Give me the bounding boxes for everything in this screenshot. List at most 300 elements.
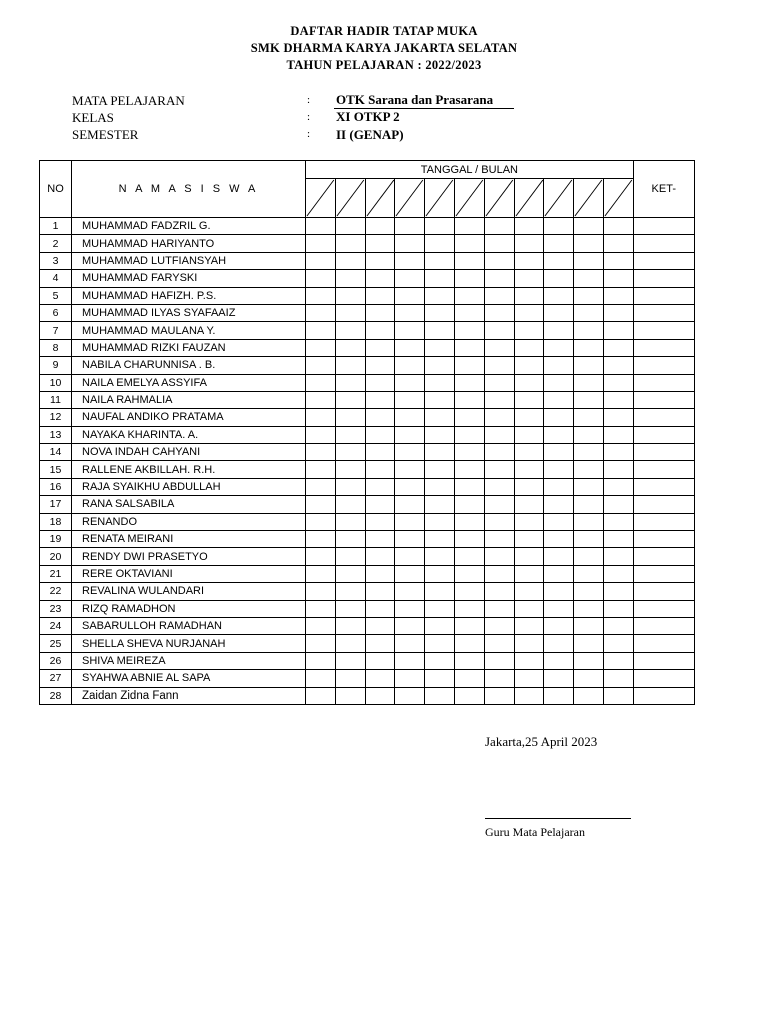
attendance-cell[interactable] <box>514 565 544 582</box>
attendance-cell[interactable] <box>514 583 544 600</box>
attendance-cell[interactable] <box>603 652 633 669</box>
attendance-cell[interactable] <box>365 513 395 530</box>
attendance-cell[interactable] <box>574 461 604 478</box>
attendance-cell[interactable] <box>365 583 395 600</box>
attendance-cell[interactable] <box>335 531 365 548</box>
attendance-cell[interactable] <box>425 461 455 478</box>
attendance-cell[interactable] <box>514 339 544 356</box>
attendance-cell[interactable] <box>544 287 574 304</box>
attendance-cell[interactable] <box>544 391 574 408</box>
attendance-cell[interactable] <box>574 478 604 495</box>
notes-cell[interactable] <box>633 687 694 704</box>
attendance-cell[interactable] <box>514 548 544 565</box>
attendance-cell[interactable] <box>395 461 425 478</box>
attendance-cell[interactable] <box>484 426 514 443</box>
attendance-cell[interactable] <box>514 357 544 374</box>
attendance-cell[interactable] <box>603 687 633 704</box>
attendance-cell[interactable] <box>395 478 425 495</box>
attendance-cell[interactable] <box>395 513 425 530</box>
attendance-cell[interactable] <box>306 583 336 600</box>
attendance-cell[interactable] <box>574 409 604 426</box>
attendance-cell[interactable] <box>365 635 395 652</box>
attendance-cell[interactable] <box>514 235 544 252</box>
date-slot-header[interactable] <box>603 179 633 218</box>
notes-cell[interactable] <box>633 339 694 356</box>
attendance-cell[interactable] <box>603 548 633 565</box>
attendance-cell[interactable] <box>574 357 604 374</box>
attendance-cell[interactable] <box>514 391 544 408</box>
attendance-cell[interactable] <box>603 635 633 652</box>
attendance-cell[interactable] <box>544 617 574 634</box>
attendance-cell[interactable] <box>395 287 425 304</box>
attendance-cell[interactable] <box>574 635 604 652</box>
attendance-cell[interactable] <box>544 409 574 426</box>
attendance-cell[interactable] <box>306 600 336 617</box>
attendance-cell[interactable] <box>514 322 544 339</box>
attendance-cell[interactable] <box>395 235 425 252</box>
attendance-cell[interactable] <box>454 652 484 669</box>
attendance-cell[interactable] <box>395 426 425 443</box>
attendance-cell[interactable] <box>425 270 455 287</box>
attendance-cell[interactable] <box>603 444 633 461</box>
attendance-cell[interactable] <box>365 218 395 235</box>
attendance-cell[interactable] <box>544 478 574 495</box>
attendance-cell[interactable] <box>306 357 336 374</box>
notes-cell[interactable] <box>633 635 694 652</box>
notes-cell[interactable] <box>633 270 694 287</box>
attendance-cell[interactable] <box>484 357 514 374</box>
attendance-cell[interactable] <box>574 218 604 235</box>
attendance-cell[interactable] <box>603 478 633 495</box>
notes-cell[interactable] <box>633 444 694 461</box>
attendance-cell[interactable] <box>484 565 514 582</box>
attendance-cell[interactable] <box>514 218 544 235</box>
attendance-cell[interactable] <box>395 357 425 374</box>
attendance-cell[interactable] <box>514 496 544 513</box>
attendance-cell[interactable] <box>514 513 544 530</box>
attendance-cell[interactable] <box>514 617 544 634</box>
attendance-cell[interactable] <box>603 304 633 321</box>
attendance-cell[interactable] <box>395 339 425 356</box>
attendance-cell[interactable] <box>425 617 455 634</box>
attendance-cell[interactable] <box>425 670 455 687</box>
attendance-cell[interactable] <box>484 617 514 634</box>
attendance-cell[interactable] <box>484 444 514 461</box>
attendance-cell[interactable] <box>454 409 484 426</box>
attendance-cell[interactable] <box>454 583 484 600</box>
attendance-cell[interactable] <box>335 218 365 235</box>
attendance-cell[interactable] <box>365 652 395 669</box>
attendance-cell[interactable] <box>484 322 514 339</box>
attendance-cell[interactable] <box>574 374 604 391</box>
notes-cell[interactable] <box>633 357 694 374</box>
attendance-cell[interactable] <box>365 409 395 426</box>
attendance-cell[interactable] <box>603 461 633 478</box>
attendance-cell[interactable] <box>425 652 455 669</box>
attendance-cell[interactable] <box>484 652 514 669</box>
date-slot-header[interactable] <box>365 179 395 218</box>
attendance-cell[interactable] <box>544 687 574 704</box>
attendance-cell[interactable] <box>395 218 425 235</box>
attendance-cell[interactable] <box>484 270 514 287</box>
attendance-cell[interactable] <box>395 548 425 565</box>
attendance-cell[interactable] <box>484 531 514 548</box>
date-slot-header[interactable] <box>574 179 604 218</box>
attendance-cell[interactable] <box>454 374 484 391</box>
attendance-cell[interactable] <box>306 339 336 356</box>
attendance-cell[interactable] <box>335 478 365 495</box>
attendance-cell[interactable] <box>484 218 514 235</box>
attendance-cell[interactable] <box>484 374 514 391</box>
attendance-cell[interactable] <box>425 513 455 530</box>
attendance-cell[interactable] <box>484 583 514 600</box>
notes-cell[interactable] <box>633 478 694 495</box>
attendance-cell[interactable] <box>365 339 395 356</box>
attendance-cell[interactable] <box>484 548 514 565</box>
attendance-cell[interactable] <box>365 548 395 565</box>
attendance-cell[interactable] <box>484 670 514 687</box>
attendance-cell[interactable] <box>544 531 574 548</box>
attendance-cell[interactable] <box>544 304 574 321</box>
attendance-cell[interactable] <box>425 600 455 617</box>
attendance-cell[interactable] <box>454 304 484 321</box>
notes-cell[interactable] <box>633 252 694 269</box>
attendance-cell[interactable] <box>425 583 455 600</box>
attendance-cell[interactable] <box>335 252 365 269</box>
attendance-cell[interactable] <box>603 670 633 687</box>
attendance-cell[interactable] <box>425 391 455 408</box>
attendance-cell[interactable] <box>484 478 514 495</box>
notes-cell[interactable] <box>633 235 694 252</box>
attendance-cell[interactable] <box>544 635 574 652</box>
attendance-cell[interactable] <box>514 531 544 548</box>
attendance-cell[interactable] <box>306 270 336 287</box>
attendance-cell[interactable] <box>603 600 633 617</box>
attendance-cell[interactable] <box>544 444 574 461</box>
attendance-cell[interactable] <box>574 304 604 321</box>
attendance-cell[interactable] <box>454 444 484 461</box>
attendance-cell[interactable] <box>335 304 365 321</box>
attendance-cell[interactable] <box>514 635 544 652</box>
attendance-cell[interactable] <box>603 252 633 269</box>
attendance-cell[interactable] <box>395 583 425 600</box>
attendance-cell[interactable] <box>425 531 455 548</box>
attendance-cell[interactable] <box>454 218 484 235</box>
attendance-cell[interactable] <box>365 374 395 391</box>
attendance-cell[interactable] <box>484 461 514 478</box>
attendance-cell[interactable] <box>425 635 455 652</box>
attendance-cell[interactable] <box>484 687 514 704</box>
attendance-cell[interactable] <box>306 252 336 269</box>
attendance-cell[interactable] <box>603 565 633 582</box>
attendance-cell[interactable] <box>425 374 455 391</box>
notes-cell[interactable] <box>633 409 694 426</box>
attendance-cell[interactable] <box>603 391 633 408</box>
date-slot-header[interactable] <box>425 179 455 218</box>
attendance-cell[interactable] <box>365 444 395 461</box>
attendance-cell[interactable] <box>395 565 425 582</box>
attendance-cell[interactable] <box>306 513 336 530</box>
attendance-cell[interactable] <box>484 391 514 408</box>
notes-cell[interactable] <box>633 513 694 530</box>
attendance-cell[interactable] <box>454 496 484 513</box>
attendance-cell[interactable] <box>425 687 455 704</box>
attendance-cell[interactable] <box>603 374 633 391</box>
attendance-cell[interactable] <box>335 461 365 478</box>
attendance-cell[interactable] <box>395 687 425 704</box>
attendance-cell[interactable] <box>306 287 336 304</box>
attendance-cell[interactable] <box>574 235 604 252</box>
attendance-cell[interactable] <box>454 617 484 634</box>
attendance-cell[interactable] <box>425 548 455 565</box>
attendance-cell[interactable] <box>365 235 395 252</box>
attendance-cell[interactable] <box>454 322 484 339</box>
attendance-cell[interactable] <box>603 531 633 548</box>
notes-cell[interactable] <box>633 565 694 582</box>
attendance-cell[interactable] <box>335 374 365 391</box>
attendance-cell[interactable] <box>514 687 544 704</box>
attendance-cell[interactable] <box>544 652 574 669</box>
attendance-cell[interactable] <box>603 496 633 513</box>
attendance-cell[interactable] <box>365 270 395 287</box>
attendance-cell[interactable] <box>425 426 455 443</box>
attendance-cell[interactable] <box>574 426 604 443</box>
attendance-cell[interactable] <box>425 339 455 356</box>
date-slot-header[interactable] <box>454 179 484 218</box>
attendance-cell[interactable] <box>335 339 365 356</box>
attendance-cell[interactable] <box>365 617 395 634</box>
attendance-cell[interactable] <box>306 218 336 235</box>
attendance-cell[interactable] <box>544 565 574 582</box>
attendance-cell[interactable] <box>335 548 365 565</box>
attendance-cell[interactable] <box>454 391 484 408</box>
attendance-cell[interactable] <box>514 652 544 669</box>
attendance-cell[interactable] <box>335 270 365 287</box>
attendance-cell[interactable] <box>514 444 544 461</box>
attendance-cell[interactable] <box>335 391 365 408</box>
attendance-cell[interactable] <box>395 270 425 287</box>
attendance-cell[interactable] <box>454 357 484 374</box>
attendance-cell[interactable] <box>335 513 365 530</box>
attendance-cell[interactable] <box>574 583 604 600</box>
attendance-cell[interactable] <box>544 357 574 374</box>
attendance-cell[interactable] <box>574 496 604 513</box>
notes-cell[interactable] <box>633 461 694 478</box>
attendance-cell[interactable] <box>574 270 604 287</box>
attendance-cell[interactable] <box>574 670 604 687</box>
attendance-cell[interactable] <box>306 652 336 669</box>
attendance-cell[interactable] <box>335 565 365 582</box>
attendance-cell[interactable] <box>574 600 604 617</box>
attendance-cell[interactable] <box>365 252 395 269</box>
attendance-cell[interactable] <box>306 687 336 704</box>
attendance-cell[interactable] <box>603 235 633 252</box>
attendance-cell[interactable] <box>395 374 425 391</box>
attendance-cell[interactable] <box>514 304 544 321</box>
notes-cell[interactable] <box>633 374 694 391</box>
date-slot-header[interactable] <box>514 179 544 218</box>
attendance-cell[interactable] <box>454 513 484 530</box>
attendance-cell[interactable] <box>574 444 604 461</box>
notes-cell[interactable] <box>633 496 694 513</box>
notes-cell[interactable] <box>633 391 694 408</box>
attendance-cell[interactable] <box>454 600 484 617</box>
attendance-cell[interactable] <box>454 287 484 304</box>
attendance-cell[interactable] <box>306 461 336 478</box>
attendance-cell[interactable] <box>335 652 365 669</box>
attendance-cell[interactable] <box>454 565 484 582</box>
attendance-cell[interactable] <box>395 496 425 513</box>
attendance-cell[interactable] <box>306 496 336 513</box>
attendance-cell[interactable] <box>574 617 604 634</box>
attendance-cell[interactable] <box>395 670 425 687</box>
attendance-cell[interactable] <box>335 322 365 339</box>
notes-cell[interactable] <box>633 426 694 443</box>
attendance-cell[interactable] <box>335 617 365 634</box>
attendance-cell[interactable] <box>484 635 514 652</box>
attendance-cell[interactable] <box>335 444 365 461</box>
attendance-cell[interactable] <box>514 374 544 391</box>
attendance-cell[interactable] <box>365 670 395 687</box>
attendance-cell[interactable] <box>603 357 633 374</box>
attendance-cell[interactable] <box>306 531 336 548</box>
attendance-cell[interactable] <box>484 235 514 252</box>
attendance-cell[interactable] <box>514 670 544 687</box>
attendance-cell[interactable] <box>514 600 544 617</box>
attendance-cell[interactable] <box>365 357 395 374</box>
notes-cell[interactable] <box>633 548 694 565</box>
attendance-cell[interactable] <box>335 287 365 304</box>
attendance-cell[interactable] <box>306 409 336 426</box>
attendance-cell[interactable] <box>514 287 544 304</box>
notes-cell[interactable] <box>633 531 694 548</box>
attendance-cell[interactable] <box>306 617 336 634</box>
attendance-cell[interactable] <box>306 635 336 652</box>
attendance-cell[interactable] <box>484 287 514 304</box>
attendance-cell[interactable] <box>365 478 395 495</box>
date-slot-header[interactable] <box>335 179 365 218</box>
attendance-cell[interactable] <box>574 531 604 548</box>
attendance-cell[interactable] <box>335 635 365 652</box>
attendance-cell[interactable] <box>335 687 365 704</box>
attendance-cell[interactable] <box>365 496 395 513</box>
attendance-cell[interactable] <box>544 548 574 565</box>
notes-cell[interactable] <box>633 583 694 600</box>
attendance-cell[interactable] <box>544 600 574 617</box>
attendance-cell[interactable] <box>306 548 336 565</box>
attendance-cell[interactable] <box>544 339 574 356</box>
attendance-cell[interactable] <box>425 287 455 304</box>
attendance-cell[interactable] <box>454 252 484 269</box>
attendance-cell[interactable] <box>454 270 484 287</box>
attendance-cell[interactable] <box>544 322 574 339</box>
attendance-cell[interactable] <box>425 478 455 495</box>
attendance-cell[interactable] <box>454 687 484 704</box>
attendance-cell[interactable] <box>425 218 455 235</box>
notes-cell[interactable] <box>633 304 694 321</box>
attendance-cell[interactable] <box>306 391 336 408</box>
attendance-cell[interactable] <box>514 461 544 478</box>
attendance-cell[interactable] <box>365 322 395 339</box>
attendance-cell[interactable] <box>335 583 365 600</box>
attendance-cell[interactable] <box>395 409 425 426</box>
attendance-cell[interactable] <box>395 652 425 669</box>
attendance-cell[interactable] <box>454 635 484 652</box>
attendance-cell[interactable] <box>454 461 484 478</box>
attendance-cell[interactable] <box>454 339 484 356</box>
attendance-cell[interactable] <box>454 548 484 565</box>
attendance-cell[interactable] <box>365 600 395 617</box>
attendance-cell[interactable] <box>425 304 455 321</box>
attendance-cell[interactable] <box>425 565 455 582</box>
attendance-cell[interactable] <box>306 478 336 495</box>
attendance-cell[interactable] <box>425 235 455 252</box>
attendance-cell[interactable] <box>544 583 574 600</box>
attendance-cell[interactable] <box>514 270 544 287</box>
attendance-cell[interactable] <box>306 322 336 339</box>
attendance-cell[interactable] <box>306 670 336 687</box>
date-slot-header[interactable] <box>544 179 574 218</box>
attendance-cell[interactable] <box>544 252 574 269</box>
attendance-cell[interactable] <box>306 374 336 391</box>
attendance-cell[interactable] <box>484 409 514 426</box>
attendance-cell[interactable] <box>395 617 425 634</box>
attendance-cell[interactable] <box>365 304 395 321</box>
attendance-cell[interactable] <box>484 600 514 617</box>
attendance-cell[interactable] <box>365 687 395 704</box>
attendance-cell[interactable] <box>425 409 455 426</box>
attendance-cell[interactable] <box>544 374 574 391</box>
date-slot-header[interactable] <box>395 179 425 218</box>
attendance-cell[interactable] <box>365 391 395 408</box>
attendance-cell[interactable] <box>306 565 336 582</box>
attendance-cell[interactable] <box>425 496 455 513</box>
attendance-cell[interactable] <box>306 444 336 461</box>
attendance-cell[interactable] <box>425 444 455 461</box>
attendance-cell[interactable] <box>395 304 425 321</box>
attendance-cell[interactable] <box>484 496 514 513</box>
notes-cell[interactable] <box>633 322 694 339</box>
attendance-cell[interactable] <box>574 287 604 304</box>
attendance-cell[interactable] <box>454 531 484 548</box>
attendance-cell[interactable] <box>574 652 604 669</box>
notes-cell[interactable] <box>633 600 694 617</box>
notes-cell[interactable] <box>633 617 694 634</box>
notes-cell[interactable] <box>633 218 694 235</box>
attendance-cell[interactable] <box>574 565 604 582</box>
notes-cell[interactable] <box>633 652 694 669</box>
attendance-cell[interactable] <box>544 270 574 287</box>
attendance-cell[interactable] <box>603 339 633 356</box>
attendance-cell[interactable] <box>335 357 365 374</box>
attendance-cell[interactable] <box>603 583 633 600</box>
attendance-cell[interactable] <box>544 461 574 478</box>
attendance-cell[interactable] <box>335 670 365 687</box>
attendance-cell[interactable] <box>574 252 604 269</box>
attendance-cell[interactable] <box>365 287 395 304</box>
attendance-cell[interactable] <box>484 304 514 321</box>
attendance-cell[interactable] <box>574 391 604 408</box>
attendance-cell[interactable] <box>395 444 425 461</box>
attendance-cell[interactable] <box>395 531 425 548</box>
attendance-cell[interactable] <box>603 426 633 443</box>
attendance-cell[interactable] <box>574 322 604 339</box>
attendance-cell[interactable] <box>603 617 633 634</box>
attendance-cell[interactable] <box>335 496 365 513</box>
attendance-cell[interactable] <box>365 565 395 582</box>
attendance-cell[interactable] <box>574 548 604 565</box>
attendance-cell[interactable] <box>365 426 395 443</box>
